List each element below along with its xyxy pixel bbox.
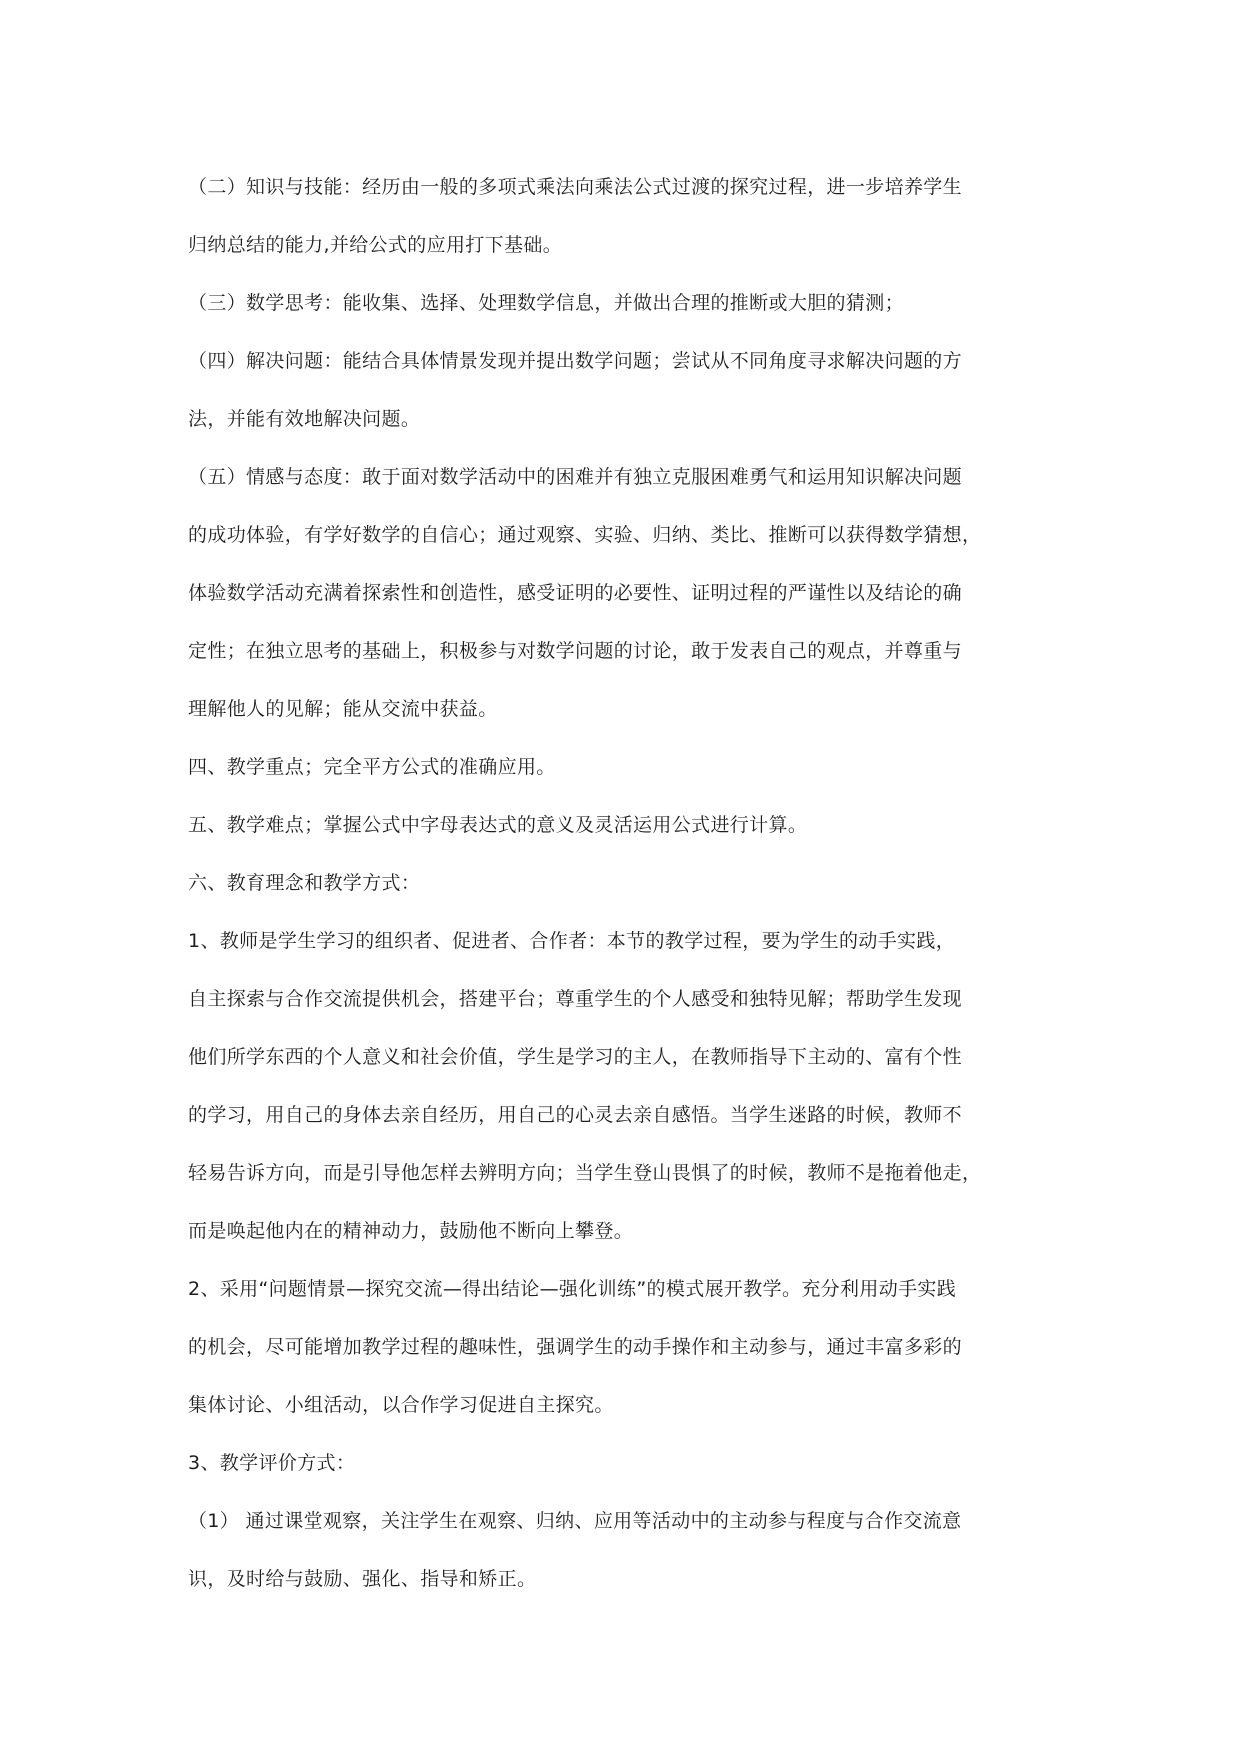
text-line: 四、教学重点；完全平方公式的准确应用。 xyxy=(188,756,556,778)
text-line: 六、教育理念和教学方式： xyxy=(188,872,421,894)
text-line: 定性；在独立思考的基础上，积极参与对数学问题的讨论，敢于发表自己的观点，并尊重与 xyxy=(188,640,963,662)
text-line: 归纳总结的能力,并给公式的应用打下基础。 xyxy=(188,234,563,256)
text-line: 轻易告诉方向，而是引导他怎样去辨明方向；当学生登山畏惧了的时候，教师不是拖着他走， xyxy=(188,1162,982,1184)
text-line: 1、教师是学生学习的组织者、促进者、合作者：本节的教学过程，要为学生的动手实践， xyxy=(188,930,956,952)
text-line: 集体讨论、小组活动，以合作学习促进自主探究。 xyxy=(188,1394,614,1416)
text-line: 2、采用“问题情景—探究交流—得出结论—强化训练”的模式展开教学。充分利用动手实践 xyxy=(188,1278,957,1300)
text-line: 理解他人的见解；能从交流中获益。 xyxy=(188,698,498,720)
text-line: 的学习，用自己的身体去亲自经历，用自己的心灵去亲自感悟。当学生迷路的时候，教师不 xyxy=(188,1104,963,1126)
text-line: （四）解决问题：能结合具体情景发现并提出数学问题；尝试从不同角度寻求解决问题的方 xyxy=(188,350,963,372)
text-line: 而是唤起他内在的精神动力，鼓励他不断向上攀登。 xyxy=(188,1220,634,1242)
text-line: 自主探索与合作交流提供机会，搭建平台；尊重学生的个人感受和独特见解；帮助学生发现 xyxy=(188,988,963,1010)
text-line: 3、教学评价方式： xyxy=(188,1452,356,1474)
text-line: 识，及时给与鼓励、强化、指导和矫正。 xyxy=(188,1568,537,1590)
text-line: 五、教学难点；掌握公式中字母表达式的意义及灵活运用公式进行计算。 xyxy=(188,814,808,836)
text-line: 的成功体验，有学好数学的自信心；通过观察、实验、归纳、类比、推断可以获得数学猜想， xyxy=(188,524,982,546)
text-line: （二）知识与技能：经历由一般的多项式乘法向乘法公式过渡的探究过程，进一步培养学生 xyxy=(188,176,963,198)
text-line: 的机会，尽可能增加教学过程的趣味性，强调学生的动手操作和主动参与，通过丰富多彩的 xyxy=(188,1336,963,1358)
text-line: （三）数学思考：能收集、选择、处理数学信息，并做出合理的推断或大胆的猜测； xyxy=(188,292,904,314)
document-body xyxy=(188,158,1054,1608)
text-line: （五）情感与态度：敢于面对数学活动中的困难并有独立克服困难勇气和运用知识解决问题 xyxy=(188,466,963,488)
text-line: 他们所学东西的个人意义和社会价值，学生是学习的主人，在教师指导下主动的、富有个性 xyxy=(188,1046,963,1068)
text-line: 法，并能有效地解决问题。 xyxy=(188,408,421,430)
text-line: （1） 通过课堂观察，关注学生在观察、归纳、应用等活动中的主动参与程度与合作交流意 xyxy=(188,1510,962,1532)
text-line: 体验数学活动充满着探索性和创造性，感受证明的必要性、证明过程的严谨性以及结论的确 xyxy=(188,582,963,604)
